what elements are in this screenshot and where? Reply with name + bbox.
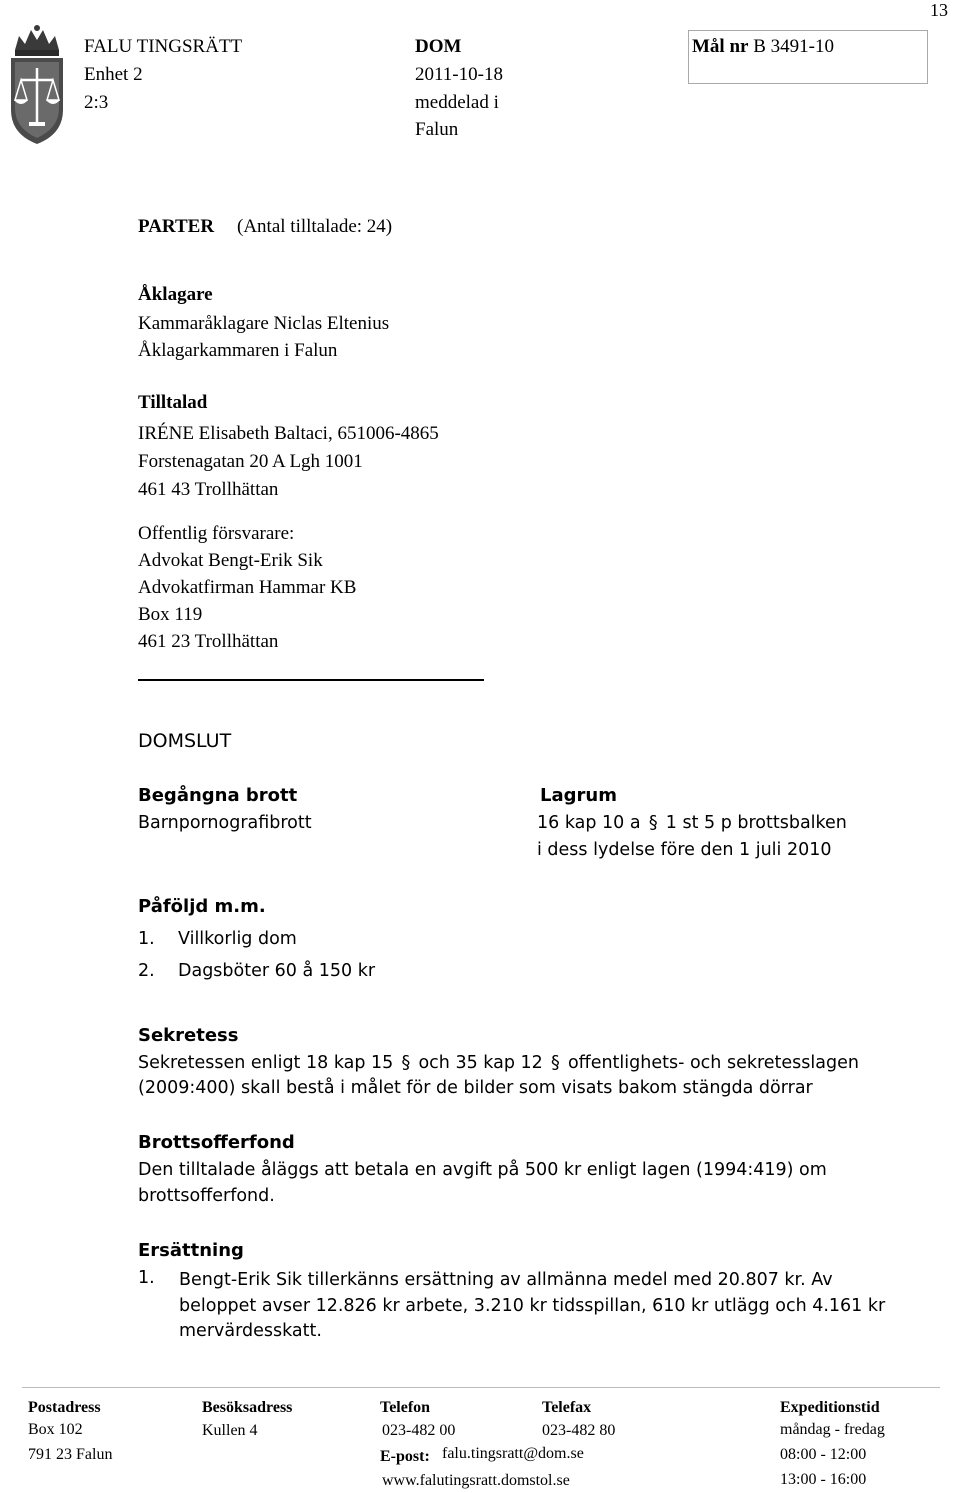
defender-line: Advokat Bengt-Erik Sik	[138, 550, 323, 571]
victim-fund-text-line: Den tilltalade åläggs att betala en avgift på 500 kr enligt lagen (1994:419) om	[138, 1160, 827, 1180]
case-number-label: Mål nr	[692, 36, 749, 57]
email-label: E-post:	[380, 1448, 430, 1465]
postal-label: Postadress	[28, 1399, 101, 1416]
prosecutor-block	[138, 310, 389, 364]
compensation-text	[179, 1268, 885, 1345]
secrecy-text-line: (2009:400) skall bestå i målet för de bilder som visats bakom stängda dörrar	[138, 1078, 813, 1098]
victim-fund-text-line: brottsofferfond.	[138, 1186, 275, 1206]
defendant-heading: Tilltalad	[138, 392, 208, 413]
defender-line: 461 23 Trollhättan	[138, 631, 279, 652]
court-unit: Enhet 2	[84, 64, 143, 85]
footer-divider	[22, 1387, 940, 1388]
victim-fund-heading: Brottsofferfond	[138, 1132, 295, 1153]
section-sign-icon: §	[401, 1053, 411, 1073]
postal-line: 791 23 Falun	[28, 1446, 113, 1463]
hours-afternoon: 13:00 - 16:00	[780, 1471, 867, 1488]
email-link[interactable]: falu.tingsratt@dom.se	[442, 1445, 584, 1462]
court-crest-logo	[3, 22, 71, 146]
document-date: 2011-10-18	[415, 64, 503, 85]
defendant-count: (Antal tilltalade: 24)	[237, 216, 393, 237]
sanction-item	[138, 929, 297, 949]
crimes-heading: Begångna brott	[138, 785, 298, 806]
defendant-line: IRÉNE Elisabeth Baltaci, 651006-4865	[138, 423, 439, 444]
compensation-number: 1.	[138, 1268, 155, 1288]
court-name: FALU TINGSRÄTT	[84, 36, 243, 57]
section-sign-icon: §	[648, 813, 658, 833]
court-section: 2:3	[84, 92, 109, 113]
visit-address: Kullen 4	[202, 1422, 258, 1439]
compensation-heading: Ersättning	[138, 1240, 244, 1261]
website-link[interactable]: www.falutingsratt.domstol.se	[382, 1472, 570, 1489]
compensation-line: Bengt-Erik Sik tillerkänns ersättning av allmänna medel med 20.807 kr. Av	[179, 1270, 833, 1290]
case-number-value: B 3491-10	[753, 36, 834, 57]
sanction-text: Dagsböter 60 å 150 kr	[178, 961, 376, 981]
law-heading: Lagrum	[540, 785, 617, 806]
parties-heading: PARTER	[138, 216, 215, 237]
defender-block	[138, 520, 356, 655]
secrecy-heading: Sekretess	[138, 1025, 239, 1046]
case-number	[692, 33, 834, 61]
sanction-number: 2.	[138, 961, 155, 981]
law-reference	[537, 813, 847, 833]
page-number: 13	[930, 0, 948, 20]
defendant-line: 461 43 Trollhättan	[138, 479, 279, 500]
document-type: DOM	[415, 36, 462, 57]
secrecy-text-line	[138, 1053, 859, 1073]
defender-line: Box 119	[138, 604, 203, 625]
sanction-heading: Påföljd m.m.	[138, 896, 266, 917]
visit-label: Besöksadress	[202, 1399, 293, 1416]
prosecutor-line: Kammaråklagare Niclas Eltenius	[138, 313, 390, 334]
section-sign-icon: §	[550, 1053, 560, 1073]
prosecutor-line: Åklagarkammaren i Falun	[138, 340, 338, 361]
secrecy-text-part: och 35 kap 12	[418, 1053, 543, 1073]
law-reference-chapter: 16 kap 10 a	[537, 813, 641, 833]
prosecutor-heading: Åklagare	[138, 284, 213, 305]
compensation-line: beloppet avser 12.826 kr arbete, 3.210 kr tidsspillan, 610 kr utlägg och 4.161 kr	[179, 1295, 886, 1316]
hours-morning: 08:00 - 12:00	[780, 1446, 867, 1463]
compensation-line: mervärdesskatt.	[179, 1321, 322, 1341]
defendant-block	[138, 420, 439, 504]
hours-days: måndag - fredag	[780, 1421, 885, 1438]
law-reference-paragraph: 1 st 5 p brottsbalken	[665, 813, 847, 833]
sanction-item	[138, 961, 375, 981]
postal-line: Box 102	[28, 1421, 83, 1438]
announced-place: Falun	[415, 119, 459, 140]
secrecy-text-part: offentlighets- och sekretesslagen	[567, 1053, 859, 1073]
judgment-heading: DOMSLUT	[138, 730, 232, 752]
law-reference-validity: i dess lydelse före den 1 juli 2010	[537, 840, 832, 860]
hours-label: Expeditionstid	[780, 1399, 880, 1416]
phone-number: 023-482 00	[382, 1422, 456, 1439]
defendant-line: Forstenagatan 20 A Lgh 1001	[138, 451, 363, 472]
fax-number: 023-482 80	[542, 1422, 616, 1439]
sanction-text: Villkorlig dom	[178, 929, 297, 949]
crime-name: Barnpornografibrott	[138, 813, 312, 833]
fax-label: Telefax	[542, 1399, 592, 1416]
defender-line: Advokatfirman Hammar KB	[138, 577, 357, 598]
sanction-number: 1.	[138, 929, 155, 949]
defender-line: Offentlig försvarare:	[138, 523, 295, 544]
phone-label: Telefon	[380, 1399, 431, 1416]
section-divider	[138, 679, 484, 681]
announced-label: meddelad i	[415, 92, 499, 113]
secrecy-text-part: Sekretessen enligt 18 kap 15	[138, 1053, 394, 1073]
